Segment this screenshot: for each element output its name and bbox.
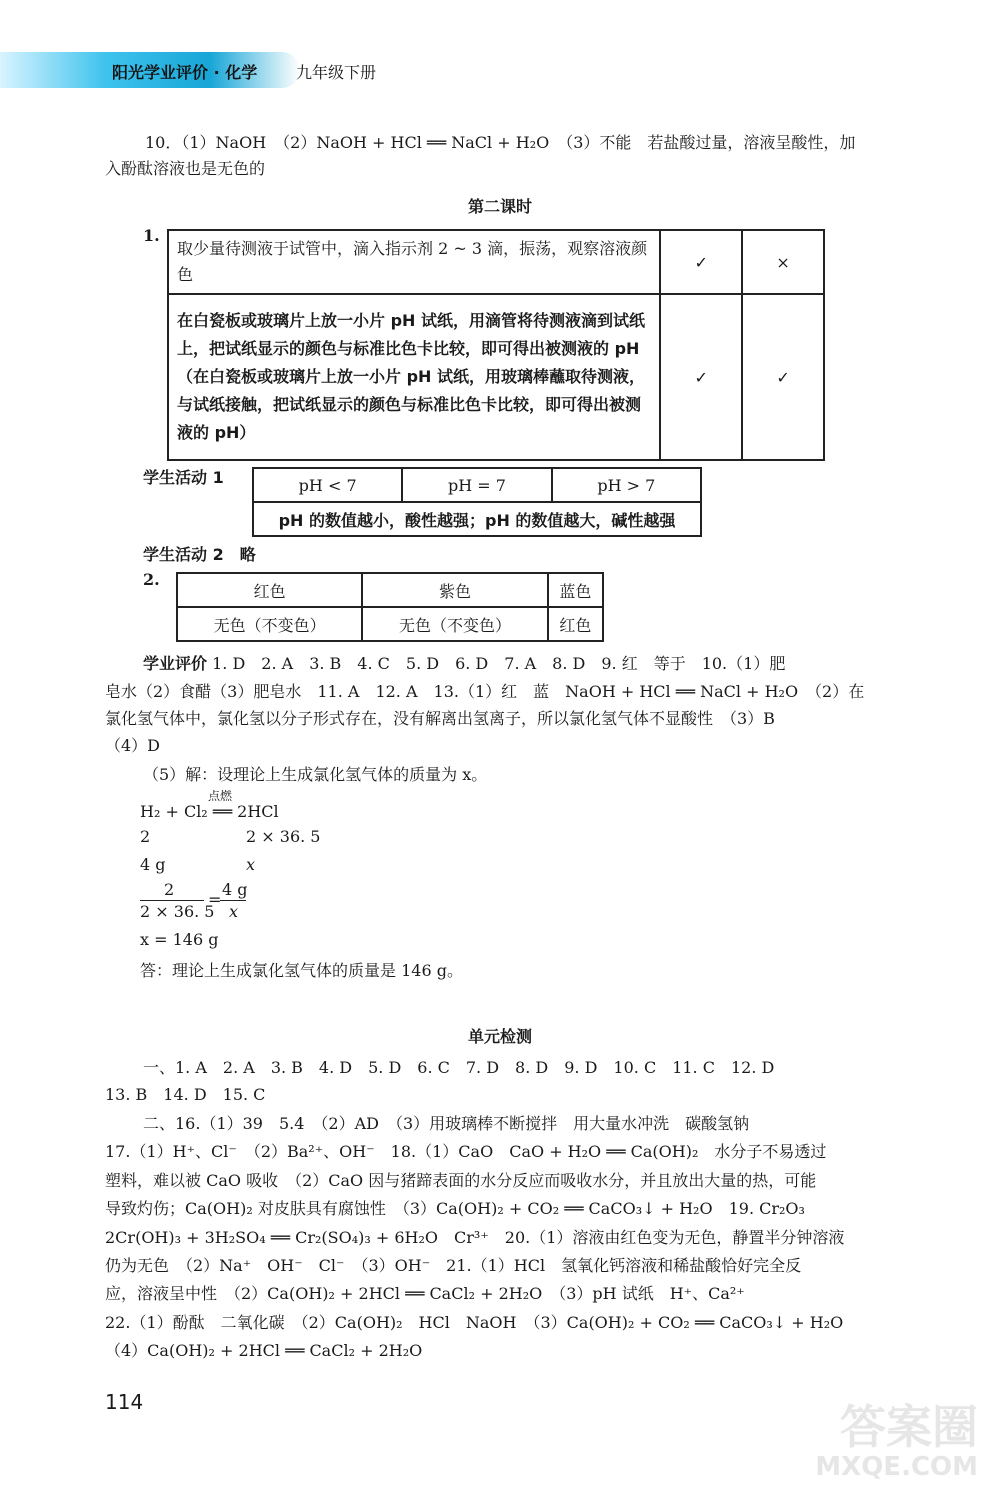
prop-num-left: 2: [164, 880, 175, 899]
prop-den-left: 2 × 36. 5: [140, 902, 215, 921]
unit-line1: 一、1. A 2. A 3. B 4. D 5. D 6. C 7. D 8. D 9. D 10. C 11. C 12. D: [143, 1058, 775, 1077]
table2: [176, 572, 604, 642]
watermark-bottom: MXQE.COM: [815, 1452, 978, 1482]
watermark: [815, 1402, 978, 1482]
color-purple: 紫色: [362, 573, 547, 607]
activity2: 学生活动 2 略: [143, 545, 256, 564]
unit-line11: （4）Ca(OH)₂ + 2HCl ══ CaCl₂ + 2H₂O: [105, 1341, 423, 1360]
book-grade: 九年级下册: [296, 63, 377, 82]
table1-row1-text: 取少量待测液于试管中，滴入指示剂 2 ~ 3 滴，振荡，观察溶液颜色: [168, 230, 660, 294]
q10-line2: 入酚酞溶液也是无色的: [105, 159, 266, 178]
q10-line: 10．（1）NaOH （2）NaOH + HCl ══ NaCl + H₂O （3）不能 若盐酸过量，溶液呈酸性，加: [145, 133, 856, 152]
eval-line3: 氯化氢气体中，氯化氢以分子形式存在，没有解离出氢离子，所以氯化氢气体不显酸性 （3）B: [105, 709, 775, 728]
watermark-top: 答案圈: [840, 1400, 978, 1454]
ph-equal-7: pH = 7: [402, 468, 551, 502]
prop-equal: =: [208, 890, 222, 909]
result-3: 红色: [548, 607, 603, 641]
table2-number: 2.: [143, 570, 160, 589]
color-blue: 蓝色: [548, 573, 603, 607]
prop-bar-left: [140, 900, 204, 901]
mass-ratio-hcl: 2 × 36. 5: [246, 827, 321, 846]
ph-less-7: pH < 7: [253, 468, 402, 502]
result-2: 无色（不变色）: [362, 607, 547, 641]
section-heading: 第二课时: [467, 197, 532, 216]
color-red: 红色: [177, 573, 362, 607]
mass-ratio-h2: 2: [140, 827, 151, 846]
prop-den-right: x: [229, 902, 239, 921]
reaction-condition: 点燃: [208, 789, 233, 803]
unknown-mass: x: [246, 855, 256, 874]
unit-line6: 导致灼伤；Ca(OH)₂ 对皮肤具有腐蚀性 （3）Ca(OH)₂ + CO₂ ══ CaCO₃↓ + H₂O 19. Cr₂O₃: [105, 1199, 805, 1218]
unit-line3: 二、16.（1）39 5.4 （2）AD （3）用玻璃棒不断搅拌 用大量水冲洗 碳酸氢钠: [143, 1114, 750, 1133]
table1-row2-method2: （在白瓷板或玻璃片上放一小片 pH 试纸，用玻璃棒蘸取待测液，与试纸接触，把试纸显示的颜色与标准比色卡比较，即可得出被测液的 pH）: [177, 367, 645, 442]
table1-row1-check2: ×: [742, 230, 824, 294]
result-1: 无色（不变色）: [177, 607, 362, 641]
ph-summary: pH 的数值越小，酸性越强；pH 的数值越大，碱性越强: [253, 502, 701, 536]
eval-line1: [143, 651, 943, 677]
book-title: 阳光学业评价 · 化学: [112, 63, 258, 82]
activity1-label: 学生活动 1: [143, 468, 224, 487]
result: x = 146 g: [140, 930, 219, 949]
unit-line4: 17.（1）H⁺、Cl⁻ （2）Ba²⁺、OH⁻ 18.（1）CaO CaO + H₂O ══ Ca(OH)₂ 水分子不易透过: [105, 1142, 827, 1161]
reaction-equation: H₂ + Cl₂ ══ 2HCl: [140, 802, 279, 821]
table1-row1-check1: ✓: [660, 230, 742, 294]
table1-row2-check2: ✓: [742, 294, 824, 460]
given-mass: 4 g: [140, 855, 166, 874]
unit-line7: 2Cr(OH)₃ + 3H₂SO₄ ══ Cr₂(SO₄)₃ + 6H₂O Cr³⁺ 20.（1）溶液由红色变为无色，静置半分钟溶液: [105, 1228, 845, 1247]
eval-line5: （5）解：设理论上生成氯化氢气体的质量为 x。: [143, 765, 488, 784]
table1: [167, 229, 825, 461]
eval-line4: （4）D: [105, 736, 161, 755]
page-number: 114: [105, 1390, 144, 1414]
unit-line5: 塑料，难以被 CaO 吸收 （2）CaO 因与猪蹄表面的水分反应而吸收水分，并且放出大量的热，可能: [105, 1171, 817, 1190]
unit-line10: 22.（1）酚酞 二氧化碳 （2）Ca(OH)₂ HCl NaOH （3）Ca(OH)₂ + CO₂ ══ CaCO₃↓ + H₂O: [105, 1313, 844, 1332]
ph-greater-7: pH > 7: [552, 468, 701, 502]
prop-num-right: 4 g: [222, 880, 248, 899]
eval-label: 学业评价: [143, 654, 208, 673]
unit-line9: 应，溶液呈中性 （2）Ca(OH)₂ + 2HCl ══ CaCl₂ + 2H₂O （3）pH 试纸 H⁺、Ca²⁺: [105, 1284, 745, 1303]
unit-title: 单元检测: [467, 1027, 532, 1046]
table1-row2-method1: 在白瓷板或玻璃片上放一小片 pH 试纸，用滴管将待测液滴到试纸上，把试纸显示的颜色与标准比色卡比较，即可得出被测液的 pH: [177, 311, 645, 358]
unit-line2: 13. B 14. D 15. C: [105, 1085, 266, 1104]
proportion: [140, 880, 250, 922]
unit-line8: 仍为无色 （2）Na⁺ OH⁻ Cl⁻ （3）OH⁻ 21.（1）HCl 氢氧化钙溶液和稀盐酸恰好完全反: [105, 1256, 802, 1275]
eval-line2: 皂水（2）食醋（3）肥皂水 11. A 12. A 13.（1）红 蓝 NaOH + HCl ══ NaCl + H₂O （2）在: [105, 682, 865, 701]
eval-answers1: 1. D 2. A 3. B 4. C 5. D 6. D 7. A 8. D 9. 红 等于 10.（1）肥: [212, 654, 786, 673]
activity1-table: [252, 467, 702, 537]
table1-number: 1.: [143, 226, 160, 245]
prop-bar-right: [220, 900, 246, 901]
table1-row2-text: [168, 294, 660, 460]
answer: 答：理论上生成氯化氢气体的质量是 146 g。: [140, 961, 463, 980]
table1-row2-check1: ✓: [660, 294, 742, 460]
